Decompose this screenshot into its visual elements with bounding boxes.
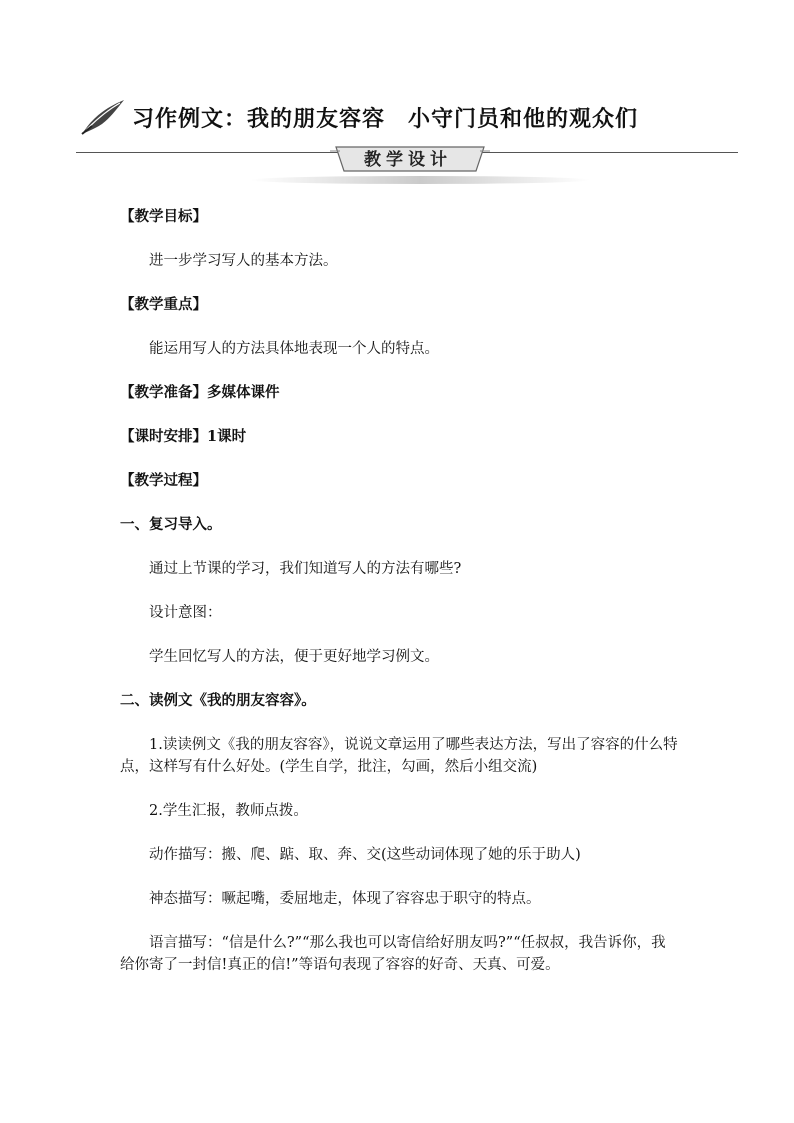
goal-text: 进一步学习写人的基本方法。 [149,253,338,269]
key-text: 能运用写人的方法具体地表现一个人的特点。 [149,341,439,357]
step2-paragraph: 语言描写：“信是什么?”“那么我也可以寄信给好朋友吗?”“任叔叔，我告诉你，我给你寄了一封信!真正的信!”等语句表现了容容的好奇、天真、可爱。 [120,935,666,973]
header-shadow [250,176,590,184]
step1-paragraph: 通过上节课的学习，我们知道写人的方法有哪些? [149,561,462,577]
prep-line [120,382,680,404]
step2-paragraph: 神态描写：噘起嘴，委屈地走，体现了容容忠于职守的特点。 [149,891,541,907]
goal-label: 【教学目标】 [120,208,207,225]
process-label: 【教学过程】 [120,472,207,489]
step2-heading: 二、读例文《我的朋友容容》。 [120,692,316,709]
page-title: 习作例文：我的朋友容容 小守门员和他的观众们 [132,107,639,132]
step2-paragraph: 2.学生汇报，教师点拨。 [149,803,308,819]
step1-paragraph: 设计意图： [149,605,222,621]
schedule-text: 1课时 [207,428,247,445]
step2-paragraph: 1.读读例文《我的朋友容容》，说说文章运用了哪些表达方法，写出了容容的什么特点，这样写有什么好处。(学生自学，批注，勾画，然后小组交流) [120,737,678,775]
step1-heading: 一、复习导入。 [120,516,222,533]
page-header [80,96,740,146]
section-banner: 教学设计 [364,150,452,170]
key-label: 【教学重点】 [120,296,207,313]
document-body [120,206,680,998]
schedule-line [120,426,680,448]
prep-text: 多媒体课件 [207,384,280,401]
step1-paragraph: 学生回忆写人的方法，便于更好地学习例文。 [149,649,439,665]
schedule-label: 【课时安排】 [120,428,207,445]
prep-label: 【教学准备】 [120,384,207,401]
step2-paragraph: 动作描写：搬、爬、踮、取、奔、交(这些动词体现了她的乐于助人) [149,847,581,863]
quill-feather-icon [80,96,126,136]
